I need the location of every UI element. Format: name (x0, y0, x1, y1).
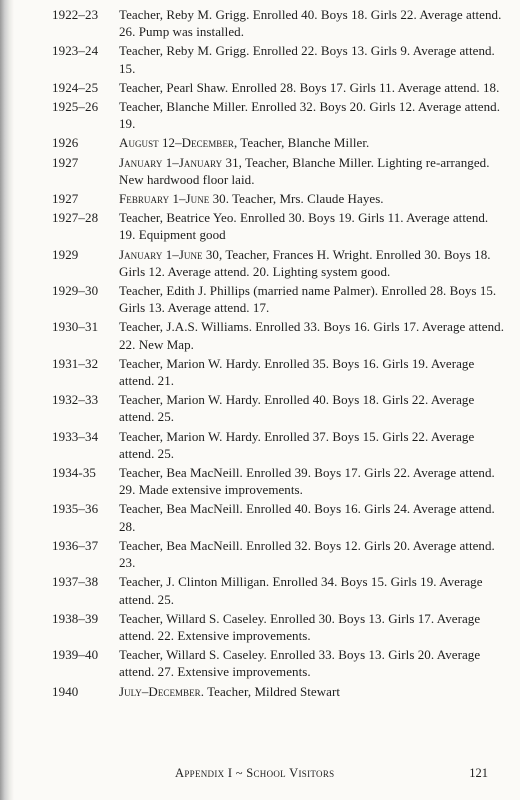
running-footer-title: Appendix I ~ School Visitors (175, 766, 335, 780)
entry-details: Teacher, Marion W. Hardy. Enrolled 37. Boys 15. Girls 22. Average attend. 25. (119, 428, 475, 461)
entry-details: Teacher, Marion W. Hardy. Enrolled 35. Boys 16. Girls 19. Average attend. 21. (119, 355, 475, 389)
entry-text (119, 190, 504, 207)
entry-text (119, 318, 504, 352)
list-item (52, 6, 504, 40)
entry-year: 1932–33 (52, 392, 99, 408)
entry-year: 1937–38 (52, 574, 99, 590)
list-item (52, 282, 504, 316)
entry-details: Teacher, J.A.S. Williams. Enrolled 33. Boys 16. Girls 17. Average attend. 22. New Map. (119, 319, 505, 352)
entry-details: . Teacher, Mildred Stewart (200, 683, 341, 699)
entry-year: 1940 (52, 683, 79, 699)
list-item (52, 428, 504, 462)
entry-date-range: August 12–December (119, 135, 234, 151)
list-item (52, 464, 504, 498)
entry-text (119, 6, 504, 40)
entry-details: Teacher, Beatrice Yeo. Enrolled 30. Boys 19. Girls 11. Average attend. 19. Equipment good (119, 210, 489, 243)
entry-details: Teacher, Reby M. Grigg. Enrolled 40. Boys 18. Girls 22. Average attend. 26. Pump was installed. (119, 7, 502, 40)
entry-text (119, 355, 504, 389)
entry-year: 1924–25 (52, 79, 99, 95)
entry-year: 1926 (52, 135, 79, 151)
list-item (52, 190, 504, 207)
entry-details: , Teacher, Frances H. Wright. Enrolled 30. Boys 18. Girls 12. Average attend. 20. Lighting system good. (119, 246, 491, 279)
entry-details: Teacher, Edith J. Phillips (married name Palmer). Enrolled 28. Boys 15. Girls 13. Average attend. 17. (119, 283, 497, 316)
entry-year: 1923–24 (52, 43, 99, 59)
entry-text (119, 134, 504, 151)
entry-details: . Teacher, Mrs. Claude Hayes. (225, 191, 384, 207)
list-item (52, 318, 504, 352)
list-item (52, 683, 504, 700)
entry-details: Teacher, Pearl Shaw. Enrolled 28. Boys 17. Girls 11. Average attend. 18. (119, 79, 500, 95)
list-item (52, 209, 504, 243)
entry-year: 1927 (52, 154, 79, 170)
list-item (52, 500, 504, 534)
entry-year: 1930–31 (52, 319, 99, 335)
book-spine-shadow (0, 0, 14, 800)
entry-details: Teacher, Bea MacNeill. Enrolled 40. Boys 16. Girls 24. Average attend. 28. (119, 501, 495, 534)
entry-year: 1931–32 (52, 355, 99, 371)
entry-year: 1929–30 (52, 283, 99, 299)
entry-text (119, 683, 504, 700)
entry-text (119, 154, 504, 188)
list-item (52, 98, 504, 132)
entry-details: Teacher, Blanche Miller. Enrolled 32. Boys 20. Girls 12. Average attend. 19. (119, 99, 500, 132)
entry-text (119, 537, 504, 571)
entry-year: 1922–23 (52, 7, 99, 22)
entry-list (52, 6, 504, 702)
list-item (52, 154, 504, 188)
entry-text (119, 646, 504, 680)
entry-year: 1929 (52, 246, 79, 262)
list-item (52, 79, 504, 96)
entry-details: Teacher, Marion W. Hardy. Enrolled 40. Boys 18. Girls 22. Average attend. 25. (119, 392, 475, 425)
entry-text (119, 610, 504, 644)
list-item (52, 573, 504, 607)
page-number: 121 (469, 766, 488, 780)
entry-text (119, 428, 504, 462)
entry-details: Teacher, J. Clinton Milligan. Enrolled 34. Boys 15. Girls 19. Average attend. 25. (119, 574, 483, 607)
entry-text (119, 391, 504, 425)
list-item (52, 537, 504, 571)
entry-details: Teacher, Willard S. Caseley. Enrolled 30. Boys 13. Girls 17. Average attend. 22. Extensive improvements. (119, 610, 481, 643)
list-item (52, 246, 504, 280)
entry-date-range: February 1–June 30 (119, 191, 226, 207)
entry-details: Teacher, Willard S. Caseley. Enrolled 33. Boys 13. Girls 20. Average attend. 27. Extensive improvements. (119, 647, 481, 680)
entry-year: 1938–39 (52, 610, 99, 626)
entry-year: 1927–28 (52, 210, 99, 226)
entry-year: 1939–40 (52, 647, 99, 663)
entry-date-range: January 1–June 30 (119, 246, 219, 262)
entry-text (119, 464, 504, 498)
entry-year: 1934-35 (52, 465, 97, 481)
entry-details: Teacher, Bea MacNeill. Enrolled 39. Boys 17. Girls 22. Average attend. 29. Made extensive improvements. (119, 465, 495, 498)
list-item (52, 355, 504, 389)
entry-text (119, 98, 504, 132)
entry-date-range: July–December (119, 683, 201, 699)
list-item (52, 610, 504, 644)
entry-year: 1935–36 (52, 501, 99, 517)
list-item (52, 42, 504, 76)
entry-text (119, 42, 504, 76)
entry-year: 1927 (52, 191, 79, 207)
entry-text (119, 79, 504, 96)
entry-date-range: January 1–January 31 (119, 154, 239, 170)
entry-year: 1925–26 (52, 99, 99, 115)
list-item (52, 391, 504, 425)
entry-details: Teacher, Reby M. Grigg. Enrolled 22. Boys 13. Girls 9. Average attend. 15. (119, 43, 495, 76)
list-item (52, 646, 504, 680)
entry-text (119, 500, 504, 534)
list-item (52, 134, 504, 151)
entry-text (119, 282, 504, 316)
entry-text (119, 246, 504, 280)
entry-details: Teacher, Bea MacNeill. Enrolled 32. Boys 12. Girls 20. Average attend. 23. (119, 537, 495, 571)
entry-year: 1933–34 (52, 428, 99, 444)
entry-text (119, 573, 504, 607)
entry-details: , Teacher, Blanche Miller. Lighting re-arranged. New hardwood floor laid. (119, 154, 490, 187)
entry-text (119, 209, 504, 243)
entry-year: 1936–37 (52, 537, 99, 553)
entry-details: , Teacher, Blanche Miller. (233, 135, 370, 151)
